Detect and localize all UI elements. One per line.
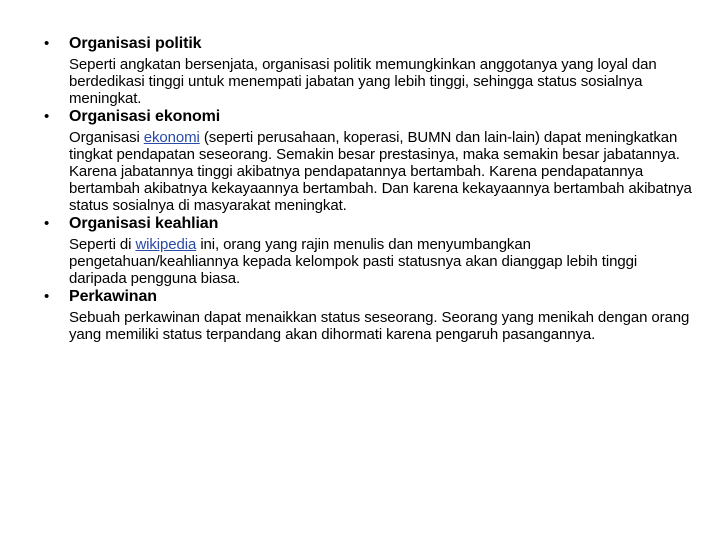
bullet-perkawinan [44, 287, 694, 343]
bullet-body-text: ini, orang yang rajin menulis dan menyumbangkan pengetahuan/keahliannya kepada kelompok pasti statusnya akan dianggap lebih tinggi daripada pengguna biasa. [69, 236, 638, 287]
bullet-list [44, 34, 694, 343]
bullet-title: Perkawinan [69, 288, 157, 305]
bullet-marker: • [44, 35, 50, 52]
bullet-title: Organisasi ekonomi [69, 108, 221, 125]
bullet-marker: • [44, 215, 50, 232]
bullet-title: Organisasi politik [69, 35, 202, 52]
bullet-organisasi-keahlian [44, 214, 694, 287]
bullet-body [69, 129, 694, 214]
wikipedia-link[interactable]: wikipedia [135, 236, 197, 253]
bullet-marker: • [44, 108, 50, 125]
bullet-body: Sebuah perkawinan dapat menaikkan status seseorang. Seorang yang menikah dengan orang yang memiliki status terpandang akan dihormati karena pengaruh pasangannya. [69, 309, 690, 343]
bullet-organisasi-politik [44, 34, 694, 107]
bullet-body-text: Seperti di [69, 236, 136, 253]
bullet-body-text: Organisasi [69, 129, 144, 146]
bullet-body [69, 236, 694, 287]
bullet-body-text: (seperti perusahaan, koperasi, BUMN dan lain-lain) dapat meningkatkan tingkat pendapatan seseorang. Semakin besar prestasinya, maka semakin besar jabatannya. Karena jabatannya tinggi akibatnya pendapatannya bertambah. Karena pendapatannya bertambah akibatnya kekayaannya bertambah. Dan karena kekayaannya bertambah akibatnya status sosialnya di masyarakat meningkat. [69, 129, 692, 214]
bullet-marker: • [44, 288, 50, 305]
bullet-title: Organisasi keahlian [69, 215, 219, 232]
bullet-body: Seperti angkatan bersenjata, organisasi politik memungkinkan anggotanya yang loyal dan berdedikasi tinggi untuk menempati jabatan yang lebih tinggi, sehingga status sosialnya meningkat. [69, 56, 657, 107]
bullet-organisasi-ekonomi [44, 107, 694, 214]
ekonomi-link[interactable]: ekonomi [143, 129, 200, 146]
